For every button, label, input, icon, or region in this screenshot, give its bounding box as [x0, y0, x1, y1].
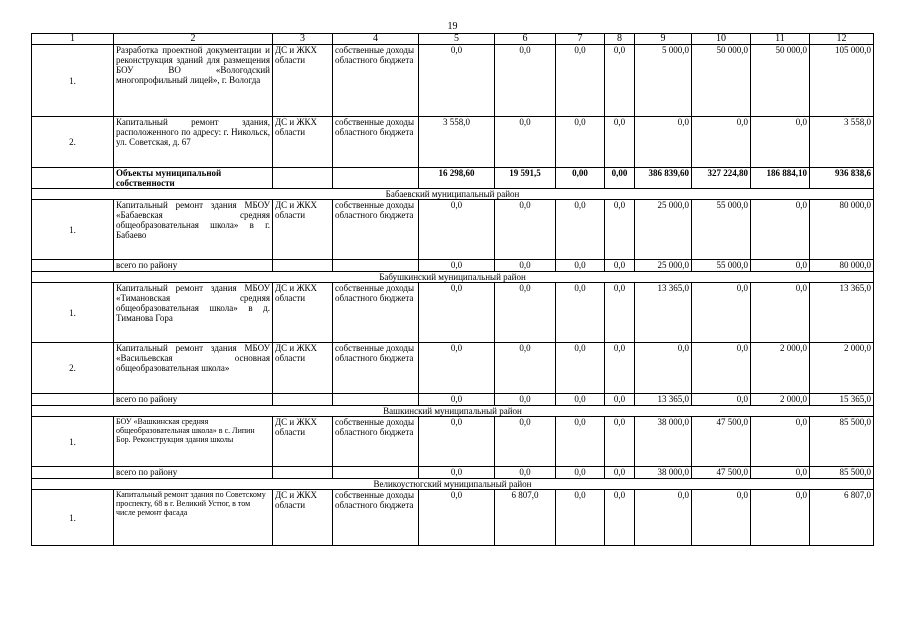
- amount-col-7: 0,0: [556, 343, 605, 394]
- amount-col-9: 0,0: [635, 490, 692, 546]
- row-number: 1.: [32, 45, 114, 117]
- amount-col-11: 2 000,0: [751, 343, 810, 394]
- funding-source: собственные доходы областного бюджета: [333, 490, 419, 546]
- column-number-11: 11: [751, 34, 810, 45]
- table-row: [32, 200, 874, 260]
- responsible-executor: ДС и ЖКХ области: [273, 200, 333, 260]
- amount-col-9: 38 000,0: [635, 417, 692, 467]
- responsible-executor: ДС и ЖКХ области: [273, 490, 333, 546]
- amount-col-7: 0,0: [556, 283, 605, 343]
- total-label: всего по району: [114, 467, 273, 479]
- total-amount-col-7: 0,00: [556, 168, 605, 189]
- row-number: 1.: [32, 200, 114, 260]
- column-number-1: 1: [32, 34, 114, 45]
- total-amount-col-7: 0,0: [556, 467, 605, 479]
- responsible-executor: ДС и ЖКХ области: [273, 417, 333, 467]
- column-number-10: 10: [692, 34, 751, 45]
- amount-col-8: 0,0: [605, 343, 635, 394]
- table-row: [32, 283, 874, 343]
- amount-col-5: 3 558,0: [419, 117, 495, 168]
- amount-col-12: 13 365,0: [810, 283, 874, 343]
- object-name: Капитальный ремонт здания МБОУ «Васильевская основная общеобразовательная школа»: [114, 343, 273, 394]
- amount-col-12: 85 500,0: [810, 417, 874, 467]
- district-header-row: [32, 406, 874, 417]
- amount-col-6: 0,0: [495, 200, 556, 260]
- column-number-7: 7: [556, 34, 605, 45]
- row-number: 1.: [32, 490, 114, 546]
- amount-col-8: 0,0: [605, 200, 635, 260]
- page-number: 19: [447, 21, 458, 32]
- total-amount-col-6: 0,0: [495, 467, 556, 479]
- responsible-executor: ДС и ЖКХ области: [273, 117, 333, 168]
- amount-col-11: 0,0: [751, 490, 810, 546]
- amount-col-11: 0,0: [751, 417, 810, 467]
- table-row: [32, 117, 874, 168]
- total-amount-col-8: 0,0: [605, 260, 635, 272]
- amount-col-5: 0,0: [419, 490, 495, 546]
- amount-col-12: 105 000,0: [810, 45, 874, 117]
- amount-col-5: 0,0: [419, 417, 495, 467]
- total-blank-cell: [32, 394, 114, 406]
- amount-col-6: 0,0: [495, 343, 556, 394]
- funding-source: собственные доходы областного бюджета: [333, 417, 419, 467]
- amount-col-7: 0,0: [556, 417, 605, 467]
- total-row: [32, 394, 874, 406]
- total-amount-col-9: 386 839,60: [635, 168, 692, 189]
- district-name: Бабушкинский муниципальный район: [32, 272, 874, 283]
- amount-col-11: 50 000,0: [751, 45, 810, 117]
- total-blank-cell: [273, 168, 333, 189]
- total-blank-cell: [32, 467, 114, 479]
- table-row: [32, 417, 874, 467]
- total-amount-col-12: 15 365,0: [810, 394, 874, 406]
- amount-col-5: 0,0: [419, 343, 495, 394]
- total-label: Объекты муниципальной собственности: [114, 168, 273, 189]
- amount-col-9: 0,0: [635, 343, 692, 394]
- total-amount-col-8: 0,00: [605, 168, 635, 189]
- total-amount-col-7: 0,0: [556, 260, 605, 272]
- column-number-6: 6: [495, 34, 556, 45]
- row-number: 2.: [32, 343, 114, 394]
- total-amount-col-9: 25 000,0: [635, 260, 692, 272]
- amount-col-10: 0,0: [692, 343, 751, 394]
- total-amount-col-5: 0,0: [419, 394, 495, 406]
- total-amount-col-8: 0,0: [605, 394, 635, 406]
- total-amount-col-8: 0,0: [605, 467, 635, 479]
- total-amount-col-9: 38 000,0: [635, 467, 692, 479]
- responsible-executor: ДС и ЖКХ области: [273, 283, 333, 343]
- amount-col-7: 0,0: [556, 490, 605, 546]
- total-blank-cell: [273, 394, 333, 406]
- amount-col-12: 80 000,0: [810, 200, 874, 260]
- district-header-row: [32, 272, 874, 283]
- funding-source: собственные доходы областного бюджета: [333, 343, 419, 394]
- total-blank-cell: [273, 260, 333, 272]
- district-header-row: [32, 189, 874, 200]
- total-amount-col-11: 0,0: [751, 260, 810, 272]
- total-amount-col-6: 19 591,5: [495, 168, 556, 189]
- district-name: Великоустюгский муниципальный район: [32, 479, 874, 490]
- row-number: 1.: [32, 417, 114, 467]
- total-blank-cell: [32, 168, 114, 189]
- table-row: [32, 343, 874, 394]
- responsible-executor: ДС и ЖКХ области: [273, 343, 333, 394]
- total-amount-col-11: 186 884,10: [751, 168, 810, 189]
- total-amount-col-10: 55 000,0: [692, 260, 751, 272]
- table-body: [32, 34, 874, 546]
- amount-col-11: 0,0: [751, 283, 810, 343]
- amount-col-11: 0,0: [751, 117, 810, 168]
- total-amount-col-7: 0,0: [556, 394, 605, 406]
- total-row: [32, 467, 874, 479]
- total-amount-col-5: 16 298,60: [419, 168, 495, 189]
- row-number: 2.: [32, 117, 114, 168]
- total-amount-col-9: 13 365,0: [635, 394, 692, 406]
- amount-col-6: 0,0: [495, 45, 556, 117]
- total-amount-col-5: 0,0: [419, 467, 495, 479]
- object-name: БОУ «Вашкинская средняя общеобразовательная школа» в с. Липин Бор. Реконструкция здания школы: [114, 417, 273, 467]
- funding-source: собственные доходы областного бюджета: [333, 283, 419, 343]
- total-blank-cell: [333, 168, 419, 189]
- amount-col-10: 47 500,0: [692, 417, 751, 467]
- amount-col-7: 0,0: [556, 117, 605, 168]
- total-blank-cell: [333, 394, 419, 406]
- amount-col-12: 2 000,0: [810, 343, 874, 394]
- amount-col-6: 6 807,0: [495, 490, 556, 546]
- district-name: Бабаевский муниципальный район: [32, 189, 874, 200]
- amount-col-8: 0,0: [605, 490, 635, 546]
- amount-col-10: 50 000,0: [692, 45, 751, 117]
- column-number-12: 12: [810, 34, 874, 45]
- funding-source: собственные доходы областного бюджета: [333, 200, 419, 260]
- amount-col-5: 0,0: [419, 200, 495, 260]
- total-blank-cell: [333, 260, 419, 272]
- amount-col-10: 0,0: [692, 283, 751, 343]
- object-name: Капитальный ремонт здания МБОУ «Бабаевская средняя общеобразовательная школа» в г. Бабаево: [114, 200, 273, 260]
- total-blank-cell: [273, 467, 333, 479]
- column-number-2: 2: [114, 34, 273, 45]
- total-amount-col-12: 85 500,0: [810, 467, 874, 479]
- object-name: Разработка проектной документации и реконструкция зданий для размещения БОУ ВО «Вологодский многопрофильный лицей», г. Вологда: [114, 45, 273, 117]
- total-amount-col-11: 0,0: [751, 467, 810, 479]
- column-number-5: 5: [419, 34, 495, 45]
- funding-source: собственные доходы областного бюджета: [333, 117, 419, 168]
- column-number-4: 4: [333, 34, 419, 45]
- responsible-executor: ДС и ЖКХ области: [273, 45, 333, 117]
- total-amount-col-12: 936 838,6: [810, 168, 874, 189]
- total-blank-cell: [333, 467, 419, 479]
- amount-col-9: 5 000,0: [635, 45, 692, 117]
- amount-col-8: 0,0: [605, 117, 635, 168]
- row-number: 1.: [32, 283, 114, 343]
- budget-table: [31, 33, 874, 546]
- total-amount-col-6: 0,0: [495, 260, 556, 272]
- amount-col-9: 13 365,0: [635, 283, 692, 343]
- amount-col-8: 0,0: [605, 45, 635, 117]
- amount-col-6: 0,0: [495, 417, 556, 467]
- total-amount-col-10: 327 224,80: [692, 168, 751, 189]
- total-label: всего по району: [114, 260, 273, 272]
- amount-col-8: 0,0: [605, 283, 635, 343]
- amount-col-9: 0,0: [635, 117, 692, 168]
- table-row: [32, 490, 874, 546]
- column-number-8: 8: [605, 34, 635, 45]
- amount-col-6: 0,0: [495, 117, 556, 168]
- total-amount-col-6: 0,0: [495, 394, 556, 406]
- total-row: [32, 168, 874, 189]
- amount-col-10: 55 000,0: [692, 200, 751, 260]
- total-blank-cell: [32, 260, 114, 272]
- total-row: [32, 260, 874, 272]
- amount-col-8: 0,0: [605, 417, 635, 467]
- object-name: Капитальный ремонт здания, расположенного по адресу: г. Никольск, ул. Советская, д. 67: [114, 117, 273, 168]
- total-amount-col-5: 0,0: [419, 260, 495, 272]
- column-number-3: 3: [273, 34, 333, 45]
- amount-col-11: 0,0: [751, 200, 810, 260]
- table-row: [32, 45, 874, 117]
- total-amount-col-10: 47 500,0: [692, 467, 751, 479]
- district-name: Вашкинский муниципальный район: [32, 406, 874, 417]
- total-label: всего по району: [114, 394, 273, 406]
- funding-source: собственные доходы областного бюджета: [333, 45, 419, 117]
- amount-col-6: 0,0: [495, 283, 556, 343]
- amount-col-7: 0,0: [556, 45, 605, 117]
- amount-col-7: 0,0: [556, 200, 605, 260]
- amount-col-10: 0,0: [692, 490, 751, 546]
- amount-col-5: 0,0: [419, 283, 495, 343]
- amount-col-9: 25 000,0: [635, 200, 692, 260]
- amount-col-12: 3 558,0: [810, 117, 874, 168]
- total-amount-col-12: 80 000,0: [810, 260, 874, 272]
- object-name: Капитальный ремонт здания по Советскому проспекту, 68 в г. Великий Устюг, в том числе ремонт фасада: [114, 490, 273, 546]
- amount-col-12: 6 807,0: [810, 490, 874, 546]
- district-header-row: [32, 479, 874, 490]
- amount-col-5: 0,0: [419, 45, 495, 117]
- object-name: Капитальный ремонт здания МБОУ «Тимановская средняя общеобразовательная школа» в д. Тиманова Гора: [114, 283, 273, 343]
- amount-col-10: 0,0: [692, 117, 751, 168]
- column-number-9: 9: [635, 34, 692, 45]
- total-amount-col-10: 0,0: [692, 394, 751, 406]
- total-amount-col-11: 2 000,0: [751, 394, 810, 406]
- column-number-row: [32, 34, 874, 45]
